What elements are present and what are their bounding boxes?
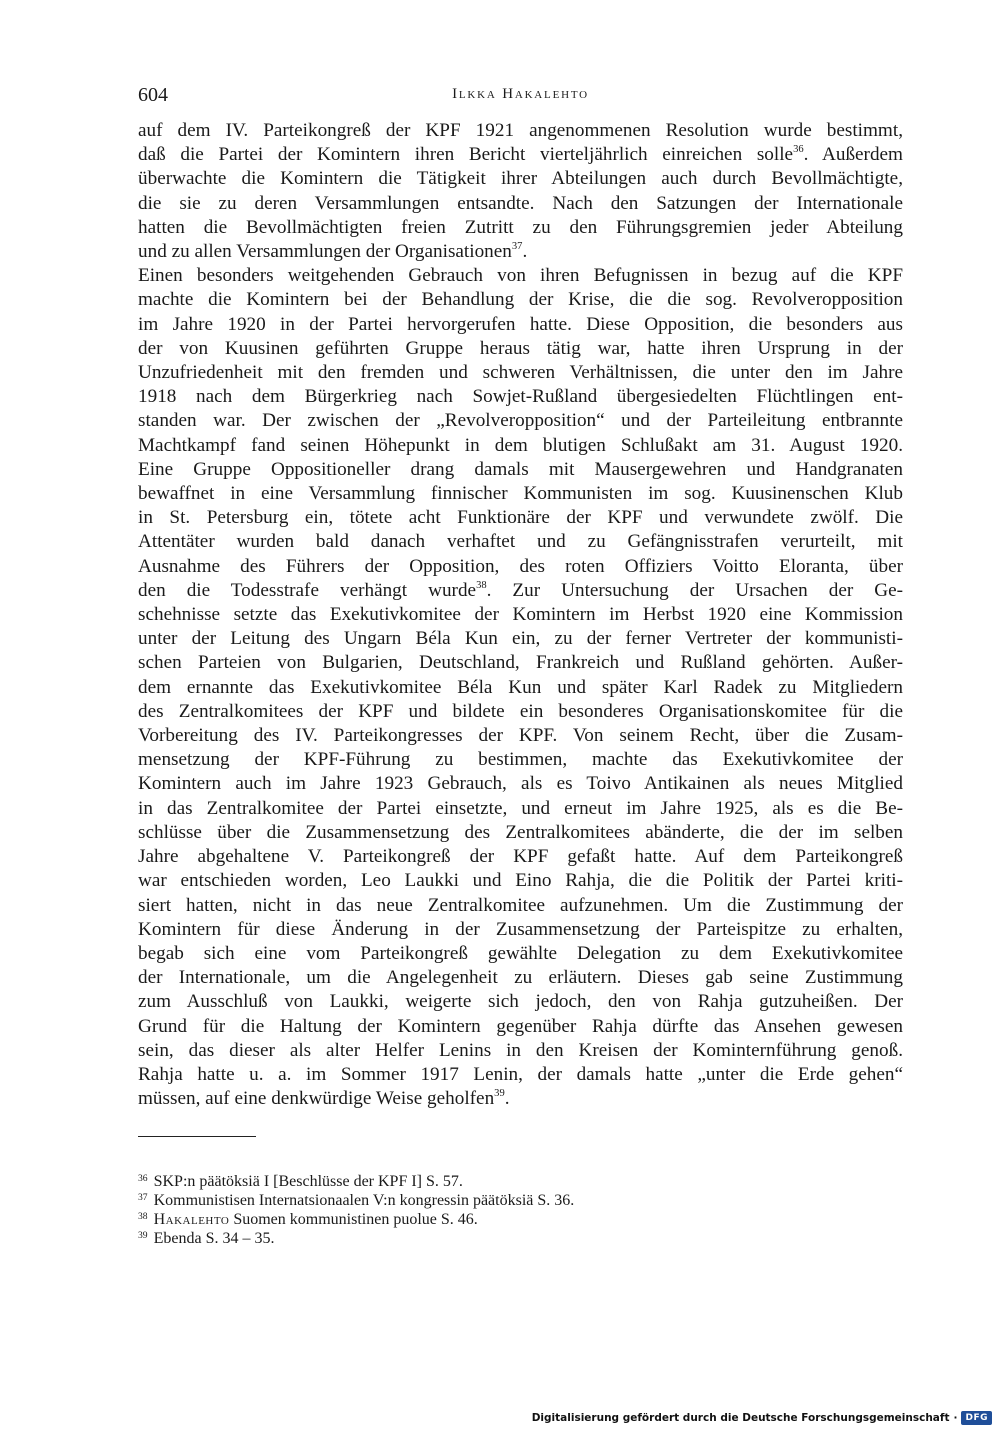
text-line [138,1087,903,1111]
text-line [138,143,903,167]
text-line [138,240,903,264]
line-text: überwachte die Komintern die Tätigkeit ihrer Abteilungen auch durch Bevollmächtigte, [138,168,903,190]
line-text: Jahre abgehaltene V. Parteikongreß der KPF gefaßt hatte. Auf dem Parteikongreß [138,846,903,868]
line-text: siert hatten, nicht in das neue Zentralkomitee aufzunehmen. Um die Zustimmung der [138,894,903,916]
line-text: schehnisse setzte das Exekutivkomitee der Komintern im Herbst 1920 eine Kommission [138,604,903,626]
running-title: Ilkka Hakalehto [452,86,589,102]
footnote-reference[interactable]: 39 [494,1088,505,1100]
text-line [138,458,903,482]
line-text: der Internationale, um die Angelegenheit zu erläutern. Dieses gab seine Zustimmung [138,967,903,989]
text-line [138,337,903,361]
page-number: 604 [138,84,168,106]
line-text: unter der Leitung des Ungarn Béla Kun ein, zu der ferner Vertreter der kommunisti- [138,628,903,650]
footnote-mark: 36 [138,1172,148,1184]
footnote-text: Kommunistisen Internatsionaalen V:n kongressin päätöksiä S. 36. [153,1192,575,1209]
line-text: die sie zu deren Versammlungen entsandte. Nach den Satzungen der Internationale [138,192,903,214]
text-line [138,313,903,337]
footnote-text: Ebenda S. 34 – 35. [153,1230,275,1247]
line-text-after-note: . Außerdem [803,144,903,166]
line-text: zum Ausschluß von Laukki, weigerte sich jedoch, den von Rahja gutzuheißen. Der [138,991,903,1013]
line-text: standen war. Der zwischen der „Revolveropposition“ und der Parteileitung entbrannte [138,410,903,432]
line-text: in das Zentralkomitee der Partei einsetzte, und erneut im Jahre 1925, als es die Be- [138,797,903,819]
text-line [138,1039,903,1063]
footnote-mark: 38 [138,1210,148,1222]
text-line [138,676,903,700]
line-text: machte die Komintern bei der Behandlung der Krise, die die sog. Revolveropposition [138,289,903,311]
text-line [138,409,903,433]
line-text: Einen besonders weitgehenden Gebrauch von ihren Befugnissen in bezug auf die KPF [138,265,903,287]
line-text: Eine Gruppe Oppositioneller drang damals mit Mausergewehren und Handgranaten [138,458,903,480]
footnote-reference[interactable]: 37 [511,241,523,253]
line-text: war entschieden worden, Leo Laukki und Eino Rahja, die die Politik der Partei kriti- [138,870,903,892]
text-line [138,603,903,627]
line-text: der von Kuusinen geführten Gruppe heraus tätig war, hatte ihren Ursprung in der [138,337,903,359]
line-text: schen Parteien von Bulgarien, Deutschland, Frankreich und Rußland gehörten. Außer- [138,652,903,674]
line-text: schlüsse über die Zusammensetzung des Zentralkomitees abänderte, die der im selben [138,821,903,843]
footnote [138,1191,903,1210]
footnotes [138,1172,903,1248]
line-text-after-note: . [522,241,528,263]
text-line [138,797,903,821]
text-line [138,942,903,966]
footnote-rule [138,1136,256,1137]
line-text: hatten die Bevollmächtigten freien Zutritt zu den Führungsgremien jeder Abteilung [138,216,903,238]
credit-text: Digitalisierung gefördert durch die Deutsche Forschungsgemeinschaft [531,1412,950,1424]
footnote-mark: 39 [138,1229,148,1241]
footnote [138,1229,903,1248]
line-text: Grund für die Haltung der Komintern gegenüber Rahja dürfte das Ansehen gewesen [138,1015,903,1037]
footnote-author: Hakalehto [153,1211,230,1228]
line-text: Komintern für diese Änderung in der Zusammensetzung der Parteispitze zu erhalten, [138,918,903,940]
footnote-text: Suomen kommunistinen puolue S. 46. [229,1211,478,1228]
text-line [138,627,903,651]
text-line [138,216,903,240]
footnote [138,1210,903,1229]
text-line [138,700,903,724]
footnote [138,1172,903,1191]
line-text: Attentäter wurden bald danach verhaftet und zu Gefängnisstrafen verurteilt, mit [138,531,903,553]
running-head [138,84,903,110]
text-line [138,506,903,530]
text-line [138,1015,903,1039]
line-text: Machtkampf fand seinen Höhepunkt in dem blutigen Schlußakt am 31. August 1920. [138,434,903,456]
line-text: Komintern auch im Jahre 1923 Gebrauch, als es Toivo Antikainen als neues Mitglied [138,773,903,795]
footnote-text: SKP:n päätöksiä I [Beschlüsse der KPF I] S. 57. [153,1173,463,1190]
body-text [138,119,903,1111]
line-text: Vorbereitung des IV. Parteikongresses der KPF. Von seinem Recht, über die Zusam- [138,725,903,747]
text-line [138,530,903,554]
line-text-after-note: . [504,1088,510,1110]
text-line [138,264,903,288]
footnote-mark: 37 [138,1191,148,1203]
footnote-reference[interactable]: 36 [793,144,804,156]
digitization-credit [532,1409,992,1427]
line-text: auf dem IV. Parteikongreß der KPF 1921 angenommenen Resolution wurde bestimmt, [138,120,903,141]
text-line [138,845,903,869]
line-text: Rahja hatte u. a. im Sommer 1917 Lenin, der damals hatte „unter die Erde gehen“ [138,1063,903,1085]
line-text: Unzufriedenheit mit den fremden und schweren Verhältnissen, die unter den im Jahre [138,362,903,384]
line-text-after-note: . Zur Untersuchung der Ursachen der Ge- [486,579,903,601]
line-text: mensetzung der KPF-Führung zu bestimmen, machte das Exekutivkomitee der [138,749,903,771]
line-text: des Zentralkomitees der KPF und bildete ein besonderes Organisationskomitee für die [138,700,903,722]
text-line [138,434,903,458]
text-line [138,990,903,1014]
text-line [138,385,903,409]
text-line [138,579,903,603]
line-text: sein, das dieser als alter Helfer Lenins in den Kreisen der Kominternführung genoß. [138,1039,903,1061]
text-line [138,894,903,918]
text-line [138,724,903,748]
line-text: daß die Partei der Komintern ihren Bericht vierteljährlich einreichen solle [138,144,794,166]
text-line [138,361,903,385]
paragraph [138,264,903,1111]
line-text: Ausnahme des Führers der Opposition, des roten Offiziers Voitto Eloranta, über [138,555,903,577]
line-text: im Jahre 1920 in der Partei hervorgerufen hatte. Diese Opposition, die besonders aus [138,313,903,335]
text-line [138,167,903,191]
text-line [138,288,903,312]
line-text: begab sich eine vom Parteikongreß gewählte Delegation zu dem Exekutivkomitee [138,942,903,964]
text-line [138,918,903,942]
text-line [138,651,903,675]
line-text: 1918 nach dem Bürgerkrieg nach Sowjet-Rußland übergesiedelten Flüchtlingen ent- [138,386,903,408]
text-line [138,748,903,772]
line-text: dem ernannte das Exekutivkomitee Béla Kun und später Karl Radek zu Mitgliedern [138,676,903,698]
text-line [138,772,903,796]
text-line [138,869,903,893]
line-text: müssen, auf eine denkwürdige Weise geholfen [138,1088,495,1110]
line-text: den die Todesstrafe verhängt wurde [138,579,477,601]
line-text: und zu allen Versammlungen der Organisationen [138,241,512,263]
paragraph [138,119,903,264]
text-line [138,966,903,990]
text-line [138,192,903,216]
text-line [138,821,903,845]
line-text: bewaffnet in eine Versammlung finnischer Kommunisten im sog. Kuusinenschen Klub [138,483,903,505]
text-line [138,119,903,143]
text-line [138,482,903,506]
line-text: in St. Petersburg ein, tötete acht Funktionäre der KPF und verwundete zwölf. Die [138,507,903,529]
text-line [138,555,903,579]
credit-separator: · [953,1412,958,1424]
footnote-reference[interactable]: 38 [476,579,487,591]
dfg-logo: DFG [961,1411,992,1425]
text-line [138,1063,903,1087]
